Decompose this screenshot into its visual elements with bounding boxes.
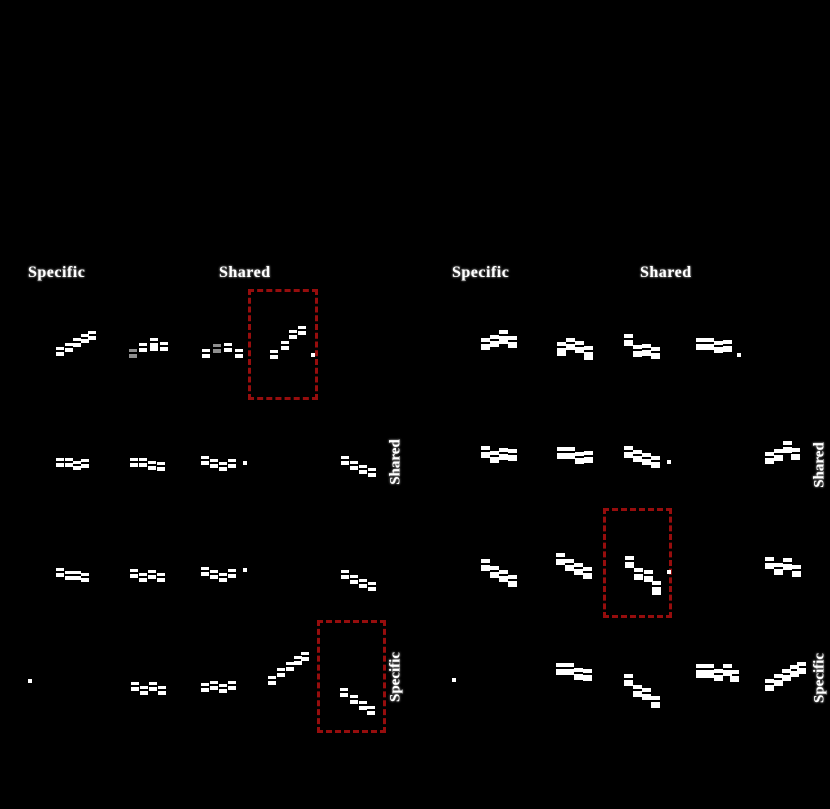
marker <box>129 349 137 358</box>
marker <box>130 569 138 578</box>
marker <box>139 573 147 582</box>
highlight-box <box>603 508 672 618</box>
marker <box>73 461 81 470</box>
marker <box>341 570 349 579</box>
marker <box>575 452 584 464</box>
marker <box>730 670 739 682</box>
marker <box>213 344 221 353</box>
marker <box>219 573 227 582</box>
marker <box>633 450 642 462</box>
marker <box>634 568 643 580</box>
marker <box>298 326 306 335</box>
marker <box>696 338 705 350</box>
marker <box>705 664 714 678</box>
marker <box>633 685 642 697</box>
marker <box>289 330 297 339</box>
right-panel-header-specific: Specific <box>452 264 510 281</box>
marker <box>224 343 232 352</box>
marker <box>556 553 565 565</box>
marker <box>723 340 732 352</box>
marker <box>490 451 499 463</box>
marker <box>73 338 81 347</box>
marker <box>574 668 583 680</box>
marker <box>286 662 294 671</box>
marker <box>714 669 723 681</box>
marker <box>499 570 508 582</box>
marker <box>508 336 517 348</box>
marker <box>210 570 218 579</box>
marker <box>624 334 633 346</box>
marker <box>201 567 209 576</box>
marker <box>140 686 148 695</box>
marker <box>65 458 73 467</box>
dot <box>243 568 247 572</box>
dot <box>311 353 315 357</box>
dot <box>667 460 671 464</box>
marker <box>556 663 565 675</box>
marker <box>566 447 575 459</box>
marker <box>73 571 81 580</box>
highlight-box <box>317 620 386 733</box>
marker <box>584 451 593 463</box>
marker <box>499 448 508 460</box>
marker <box>765 557 774 569</box>
marker <box>341 456 349 465</box>
marker <box>696 664 705 678</box>
marker <box>219 462 227 471</box>
marker <box>359 701 367 710</box>
marker <box>642 344 651 356</box>
marker <box>625 556 634 568</box>
marker <box>367 706 375 715</box>
marker <box>714 341 723 353</box>
marker <box>235 349 243 358</box>
marker <box>557 447 566 459</box>
dot <box>737 353 741 357</box>
marker <box>490 566 499 578</box>
marker <box>148 570 156 579</box>
marker <box>633 345 642 357</box>
right-panel-header-shared: Shared <box>640 264 692 281</box>
marker <box>281 341 289 350</box>
marker <box>201 456 209 465</box>
left-panel-header-specific: Specific <box>28 264 86 281</box>
marker <box>574 563 583 575</box>
marker <box>481 338 490 350</box>
marker <box>651 347 660 359</box>
marker <box>81 573 89 582</box>
marker <box>158 686 166 695</box>
marker <box>270 350 278 359</box>
marker <box>642 688 651 700</box>
marker <box>228 569 236 578</box>
marker <box>228 459 236 468</box>
marker <box>88 331 96 340</box>
marker <box>765 452 774 464</box>
marker <box>368 582 376 591</box>
marker <box>56 568 64 577</box>
marker <box>202 349 210 358</box>
left-panel-side-label-specific: Specific <box>387 652 404 702</box>
marker <box>160 342 168 351</box>
marker <box>575 341 584 353</box>
marker <box>148 461 156 470</box>
marker <box>149 682 157 691</box>
marker <box>481 446 490 458</box>
marker <box>651 456 660 468</box>
marker <box>210 459 218 468</box>
dot <box>243 461 247 465</box>
marker <box>791 448 800 460</box>
marker <box>583 567 592 579</box>
marker <box>584 346 593 360</box>
marker <box>642 453 651 465</box>
marker <box>557 342 566 356</box>
left-panel-header-shared: Shared <box>219 264 271 281</box>
marker <box>350 695 358 704</box>
marker <box>359 579 367 588</box>
marker <box>131 682 139 691</box>
marker <box>624 674 633 686</box>
marker <box>652 581 661 595</box>
marker <box>565 559 574 571</box>
marker <box>765 679 774 691</box>
marker <box>566 338 575 350</box>
marker <box>508 575 517 587</box>
marker <box>139 458 147 467</box>
marker <box>499 330 508 344</box>
marker <box>624 446 633 458</box>
dot <box>28 679 32 683</box>
right-panel-side-label-shared: Shared <box>811 442 828 488</box>
marker <box>797 662 806 674</box>
marker <box>774 563 783 575</box>
marker <box>201 683 209 692</box>
marker <box>150 338 158 351</box>
marker <box>228 681 236 690</box>
right-panel-side-label-specific: Specific <box>811 653 828 703</box>
marker <box>368 468 376 477</box>
marker <box>783 558 792 570</box>
marker <box>65 343 73 352</box>
marker <box>56 458 64 467</box>
marker <box>65 571 73 580</box>
marker <box>350 575 358 584</box>
marker <box>130 458 138 467</box>
marker <box>56 347 64 356</box>
marker <box>565 663 574 675</box>
marker <box>139 343 147 352</box>
marker <box>508 449 517 461</box>
marker <box>350 461 358 470</box>
marker <box>583 669 592 681</box>
left-panel-side-label-shared: Shared <box>387 439 404 485</box>
marker <box>774 449 783 461</box>
marker <box>481 559 490 571</box>
dot <box>452 678 456 682</box>
marker <box>651 696 660 708</box>
marker <box>340 688 348 697</box>
marker <box>277 668 285 677</box>
dot <box>667 570 671 574</box>
marker <box>210 681 218 690</box>
marker <box>219 684 227 693</box>
marker <box>157 573 165 582</box>
marker <box>301 652 309 661</box>
marker <box>705 338 714 350</box>
marker <box>359 465 367 474</box>
marker <box>157 462 165 471</box>
marker <box>81 459 89 468</box>
marker <box>268 676 276 685</box>
marker <box>792 565 801 577</box>
marker <box>490 335 499 347</box>
